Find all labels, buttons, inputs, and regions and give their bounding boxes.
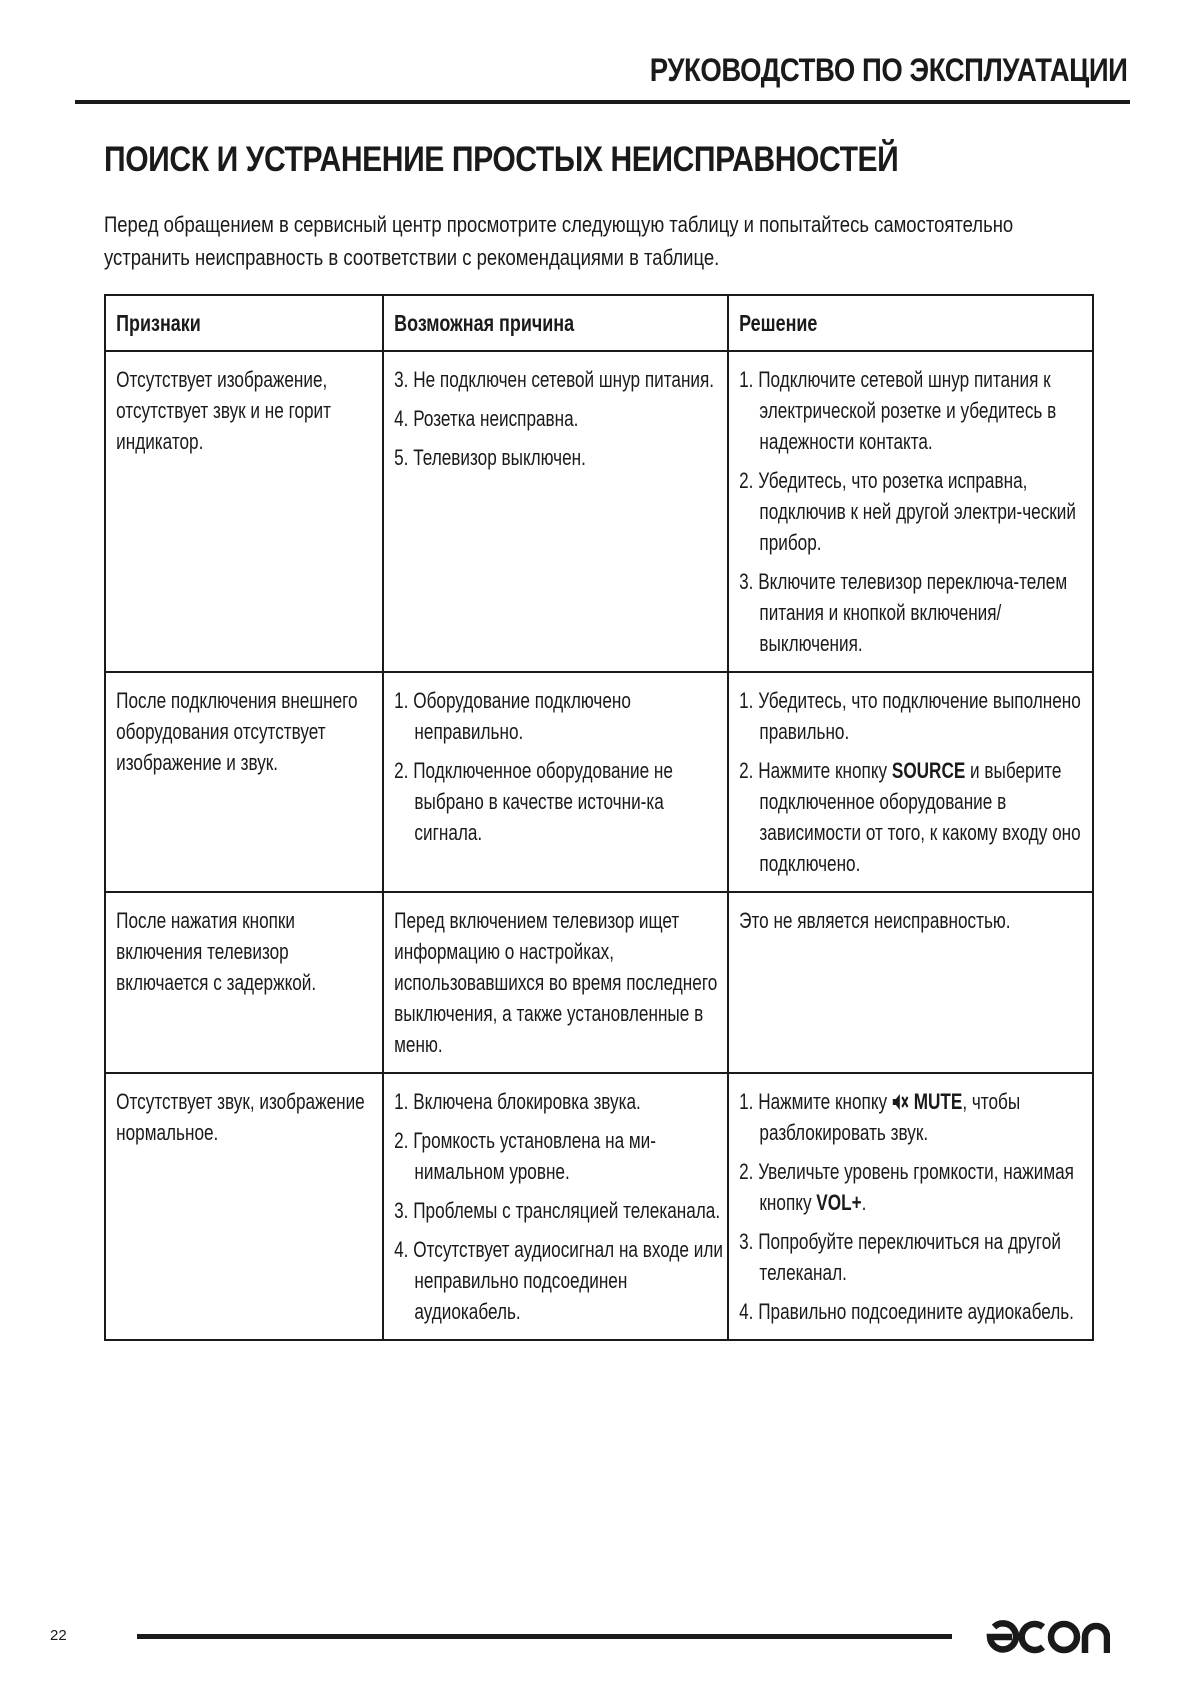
table-row [105, 892, 1093, 1073]
solution-item: 1. Нажмите кнопку MUTE, чтобы разблокировать звук. [739, 1089, 1021, 1145]
cause-item: 1. Включена блокировка звука. [394, 1089, 641, 1114]
solution-cell: Это не является неисправностью. [728, 892, 1093, 1073]
solution-cell [728, 1073, 1093, 1340]
cause-item: 3. Проблемы с трансляцией телеканала. [394, 1198, 721, 1223]
symptom-cell: Отсутствует звук, изображение нормальное. [105, 1073, 383, 1340]
symptom-cell: После подключения внешнего оборудования отсутствует изображение и звук. [105, 672, 383, 892]
intro-line: Перед обращением в сервисный центр просмотрите следующую таблицу и попытайтесь самостоятельно [104, 212, 1014, 237]
header-solution: Решение [728, 295, 1093, 351]
table-header-row [105, 295, 1093, 351]
mute-key-label: MUTE [913, 1089, 963, 1114]
cause-item: 5. Телевизор выключен. [394, 445, 586, 470]
cause-cell [383, 351, 728, 672]
symptom-cell: Отсутствует изображение, отсутствует звук и не горит индикатор. [105, 351, 383, 672]
solution-item: 4. Правильно подсоедините аудиокабель. [739, 1299, 1074, 1324]
mute-icon [892, 1093, 909, 1111]
cause-cell [383, 1073, 728, 1340]
intro-line: устранить неисправность в соответствии с рекомендациями в таблице. [104, 245, 720, 270]
solution-item: 1. Убедитесь, что подключение выполнено правильно. [739, 688, 1081, 744]
header-symptom: Признаки [105, 295, 383, 351]
cause-item: 1. Оборудование подключено неправильно. [394, 688, 631, 744]
cause-item: 3. Не подключен сетевой шнур питания. [394, 367, 715, 392]
troubleshooting-table [104, 294, 1094, 1341]
table-row [105, 1073, 1093, 1340]
header-cause: Возможная причина [383, 295, 728, 351]
section-title: ПОИСК И УСТРАНЕНИЕ ПРОСТЫХ НЕИСПРАВНОСТЕЙ [104, 140, 899, 179]
solution-cell [728, 351, 1093, 672]
solution-item: 2. Убедитесь, что розетка исправна, подключив к ней другой электри-ческий прибор. [739, 468, 1076, 555]
footer-divider [137, 1634, 952, 1639]
econ-logo [985, 1615, 1110, 1657]
source-key-label: SOURCE [891, 758, 966, 783]
table-row [105, 351, 1093, 672]
cause-cell: Перед включением телевизор ищет информацию о настройках, использовавшихся во время последнего выключения, а также установленные в меню. [383, 892, 728, 1073]
vol-key-label: VOL+ [816, 1190, 862, 1215]
solution-item: 2. Увеличьте уровень громкости, нажимая кнопку VOL+. [739, 1159, 1074, 1215]
header-divider [75, 100, 1130, 104]
solution-item: 2. Нажмите кнопку SOURCE и выберите подключенное оборудование в зависимости от того, к какому входу оно подключено. [739, 758, 1081, 876]
cause-item: 4. Розетка неисправна. [394, 406, 579, 431]
solution-cell [728, 672, 1093, 892]
table-row [105, 672, 1093, 892]
cause-item: 4. Отсутствует аудиосигнал на входе или неправильно подсоединен аудиокабель. [394, 1237, 723, 1324]
page-number: 22 [50, 1627, 67, 1644]
symptom-cell: После нажатия кнопки включения телевизор включается с задержкой. [105, 892, 383, 1073]
cause-cell [383, 672, 728, 892]
manual-header-title: РУКОВОДСТВО ПО ЭКСПЛУАТАЦИИ [650, 52, 1128, 88]
cause-item: 2. Громкость установлена на ми-нимальном уровне. [394, 1128, 656, 1184]
cause-item: 2. Подключенное оборудование не выбрано в качестве источни-ка сигнала. [394, 758, 673, 845]
solution-item: 3. Включите телевизор переключа-телем питания и кнопкой включения/выключения. [739, 569, 1068, 656]
intro-paragraph [104, 208, 1078, 274]
solution-item: 3. Попробуйте переключиться на другой телеканал. [739, 1229, 1061, 1285]
solution-item: 1. Подключите сетевой шнур питания к электрической розетке и убедитесь в надежности контакта. [739, 367, 1057, 454]
